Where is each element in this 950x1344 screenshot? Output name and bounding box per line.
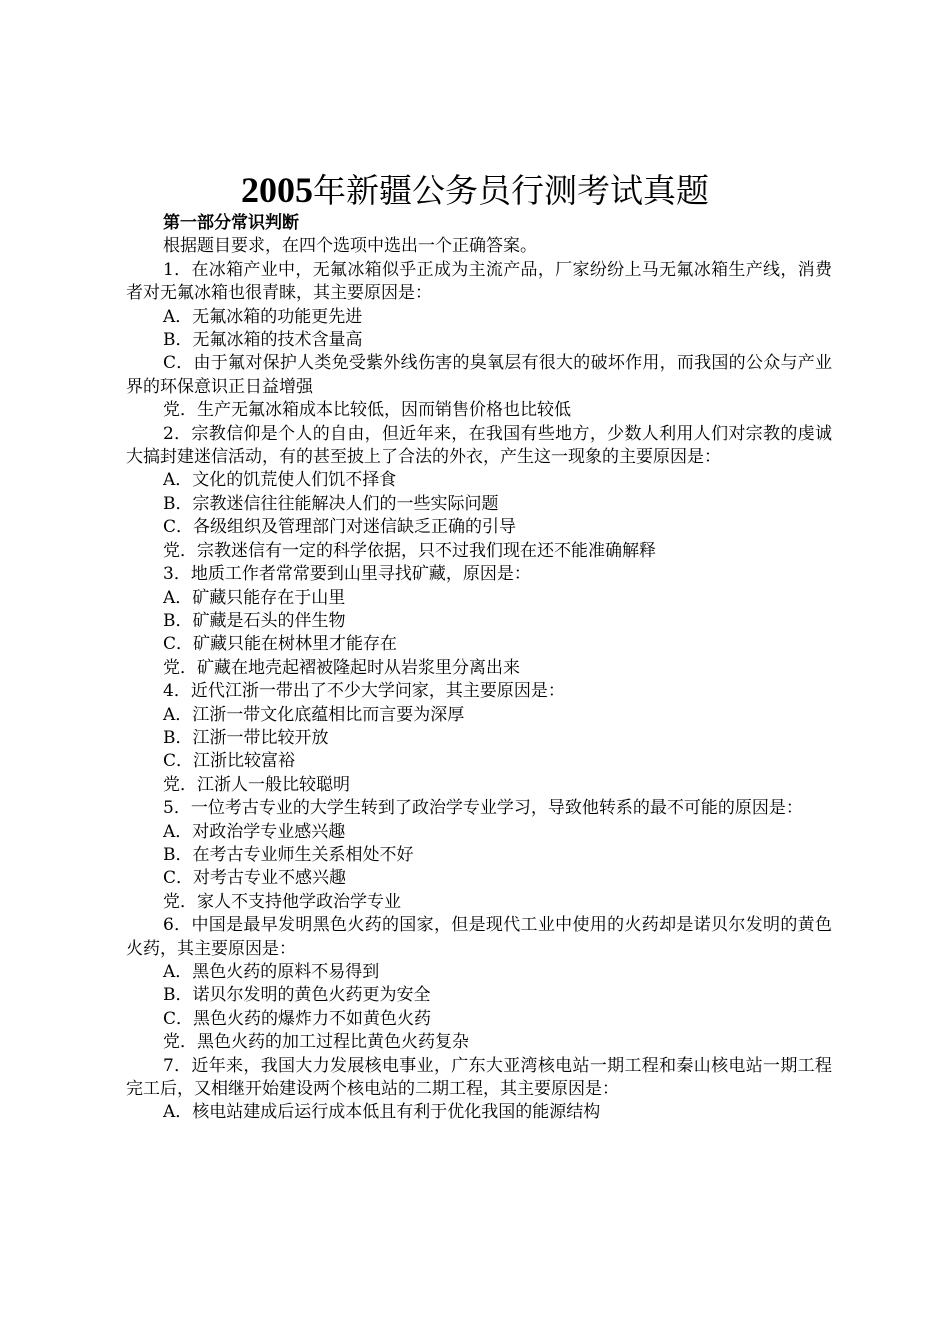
question-line: 党．家人不支持他学政治学专业 xyxy=(163,891,401,912)
question-line: B．诺贝尔发明的黄色火药更为安全 xyxy=(163,985,431,1006)
question-line: 党．江浙人一般比较聪明 xyxy=(163,774,350,795)
section-heading: 第一部分常识判断 xyxy=(163,213,299,233)
document-body xyxy=(126,212,832,1125)
question-line: C．对考古专业不感兴趣 xyxy=(163,868,347,889)
question-line: A．黑色火药的原料不易得到 xyxy=(163,962,380,982)
title-year: 2005 xyxy=(241,170,313,210)
document-title xyxy=(0,166,950,215)
question-line: A．江浙一带文化底蕴相比而言要为深厚 xyxy=(163,704,465,725)
question-line: A．矿藏只能存在于山里 xyxy=(163,587,346,608)
question-line: C．矿藏只能在树林里才能存在 xyxy=(163,634,398,655)
question-line: 2．宗教信仰是个人的自由，但近年来，在我国有些地方，少数人利用人们对宗教的虔诚大搞封建迷信活动，有的甚至披上了合法的外衣，产生这一现象的主要原因是： xyxy=(126,423,832,468)
question-line: 4．近代江浙一带出了不少大学问家，其主要原因是： xyxy=(163,681,565,702)
question-line: 党．宗教迷信有一定的科学依据，只不过我们现在还不能准确解释 xyxy=(163,540,656,561)
question-line: 党．生产无氟冰箱成本比较低，因而销售价格也比较低 xyxy=(163,400,571,421)
question-line: B．在考古专业师生关系相处不好 xyxy=(163,844,414,865)
question-line: 党．矿藏在地壳起褶被隆起时从岩浆里分离出来 xyxy=(163,657,520,678)
question-line: B．江浙一带比较开放 xyxy=(163,727,329,748)
question-line: 党．黑色火药的加工过程比黄色火药复杂 xyxy=(163,1032,469,1053)
question-line: A．核电站建成后运行成本低且有利于优化我国的能源结构 xyxy=(163,1102,601,1123)
question-line: 6．中国是最早发明黑色火药的国家，但是现代工业中使用的火药却是诺贝尔发明的黄色火药，其主要原因是： xyxy=(126,915,832,959)
question-list xyxy=(126,259,832,1125)
question-line: C．各级组织及管理部门对迷信缺乏正确的引导 xyxy=(163,517,517,538)
question-line: B．矿藏是石头的伴生物 xyxy=(163,610,346,631)
question-line: B．宗教迷信往往能解决人们的一些实际问题 xyxy=(163,493,499,514)
question-line: 5．一位考古专业的大学生转到了政治学专业学习，导致他转系的最不可能的原因是： xyxy=(163,798,803,819)
question-line: C．由于氟对保护人类免受紫外线伤害的臭氧层有很大的破坏作用，而我国的公众与产业界的环保意识正日益增强 xyxy=(126,353,832,397)
title-text: 年新疆公务员行测考试真题 xyxy=(313,171,709,210)
instruction-text: 根据题目要求，在四个选项中选出一个正确答案。 xyxy=(163,236,537,257)
question-line: C．江浙比较富裕 xyxy=(163,751,296,772)
question-line: A．对政治学专业感兴趣 xyxy=(163,821,346,842)
question-line: B．无氟冰箱的技术含量高 xyxy=(163,330,363,351)
question-line: 7．近年来，我国大力发展核电事业，广东大亚湾核电站一期工程和秦山核电站一期工程完工后，又相继开始建设两个核电站的二期工程，其主要原因是： xyxy=(126,1055,832,1100)
question-line: 3．地质工作者常常要到山里寻找矿藏，原因是： xyxy=(163,564,531,585)
question-line: C．黑色火药的爆炸力不如黄色火药 xyxy=(163,1008,432,1029)
question-line: A．文化的饥荒使人们饥不择食 xyxy=(163,470,397,491)
question-line: A．无氟冰箱的功能更先进 xyxy=(163,306,363,327)
question-line: 1．在冰箱产业中，无氟冰箱似乎正成为主流产品，厂家纷纷上马无氟冰箱生产线，消费者对无氟冰箱也很青睐，其主要原因是： xyxy=(126,259,832,304)
